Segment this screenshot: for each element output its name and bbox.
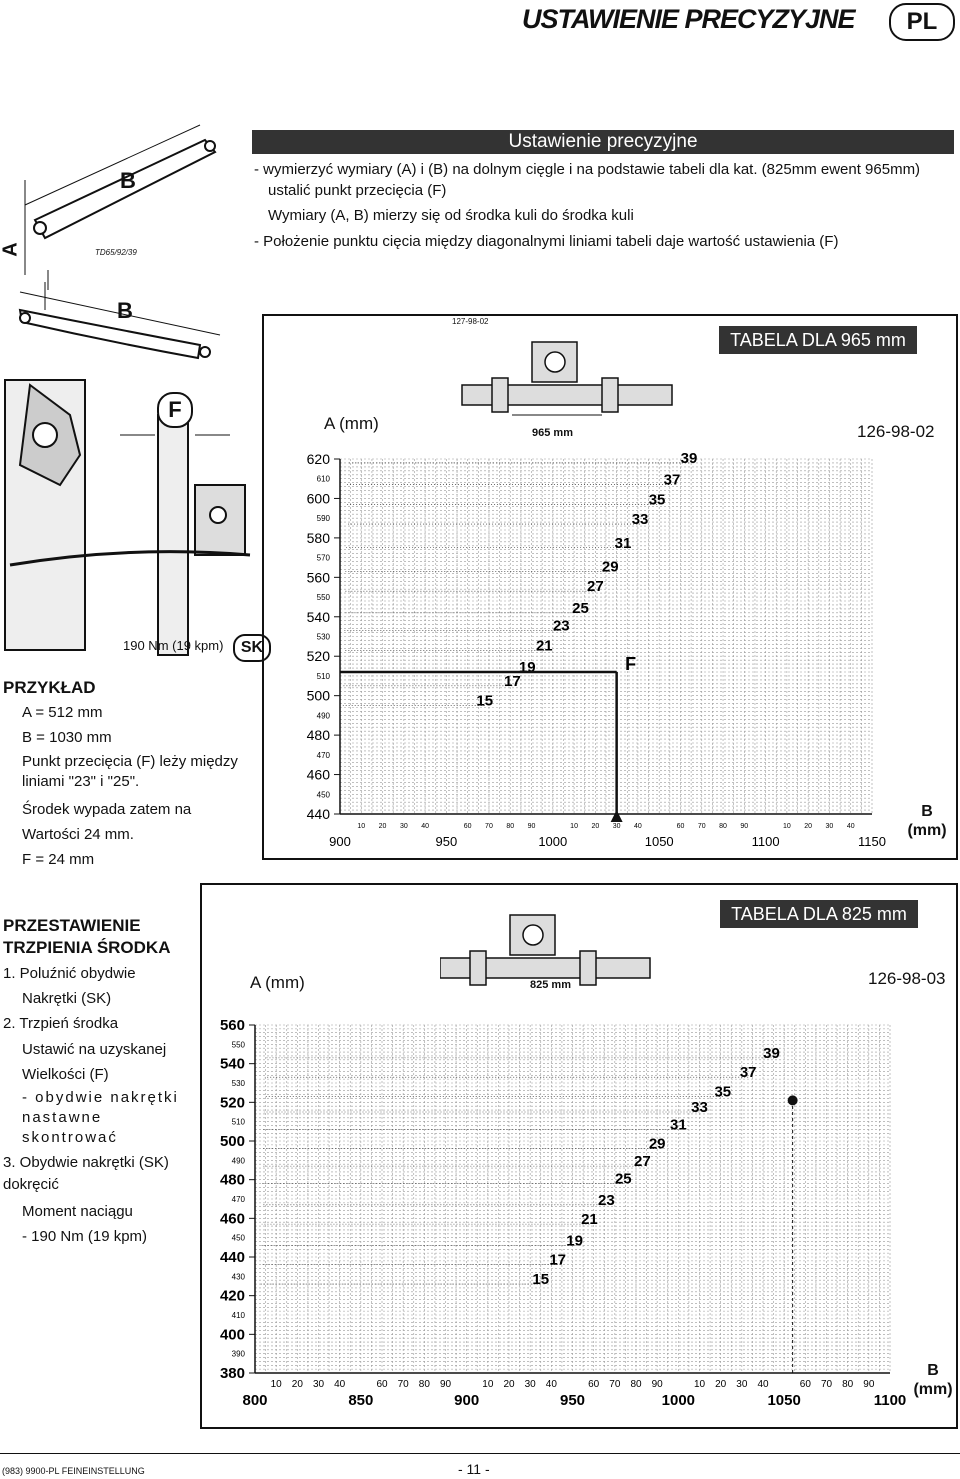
setting-line-label: 15 (532, 1271, 550, 1289)
x-minor-tick-label: 40 (421, 823, 430, 830)
y-minor-tick-label: 510 (316, 671, 330, 681)
x-minor-tick-label: 90 (651, 1379, 663, 1390)
x-minor-tick-label: 70 (397, 1379, 409, 1390)
figure-code: TD65/92/39 (95, 248, 137, 257)
y-tick-label: 420 (219, 1287, 245, 1305)
x-tick-label: 800 (242, 1392, 268, 1409)
x-minor-tick-label: 20 (503, 1379, 515, 1390)
setting-line-label: 35 (648, 491, 666, 509)
instruction-line-1: - wymierzyć wymiary (A) i (B) na dolnym cięgle i na podstawie tabeli dla kat. (825mm ewent 965mm) (254, 161, 921, 178)
x-tick-label: 950 (435, 834, 458, 849)
procedure-step-2: 2. Trzpień środka (3, 1015, 119, 1032)
x-minor-tick-label: 20 (291, 1379, 303, 1390)
chart-965 (262, 314, 954, 856)
x-minor-tick-label: 60 (588, 1379, 600, 1390)
chart-965-code-small: 127-98-02 (452, 317, 489, 326)
y-tick-label: 560 (219, 1017, 245, 1034)
setting-line-label: 19 (566, 1232, 583, 1250)
y-tick-label: 460 (219, 1210, 245, 1228)
x-minor-tick-label: 40 (846, 823, 855, 830)
footer-code: (983) 9900-PL FEINEINSTELLUNG (2, 1466, 145, 1476)
x-minor-tick-label: 30 (524, 1379, 536, 1390)
instruction-line-3: Wymiary (A, B) mierzy się od środka kuli do środka kuli (268, 207, 634, 224)
setting-line-label: 29 (648, 1135, 666, 1153)
x-tick-label: 1000 (538, 834, 568, 849)
x-minor-tick-label: 80 (506, 823, 515, 830)
procedure-step-2c: Wielkości (F) (22, 1066, 109, 1083)
y-tick-label: 480 (219, 1171, 245, 1189)
setting-line-label: 21 (581, 1211, 598, 1229)
setting-line-label: 17 (549, 1251, 567, 1269)
footer-rule (0, 1453, 960, 1454)
y-tick-label: 500 (219, 1133, 245, 1150)
x-minor-tick-label: 80 (842, 1379, 854, 1390)
x-minor-tick-label: 60 (376, 1379, 388, 1390)
x-minor-tick-label: 10 (270, 1379, 282, 1390)
x-tick-label: 900 (329, 834, 351, 849)
chart-965-table-label: TABELA DLA 965 mm (719, 326, 917, 354)
example-text-1: Punkt przecięcia (F) leży między liniami "23" i "25". (22, 753, 238, 790)
language-badge: PL (889, 3, 955, 41)
setting-line-label: 29 (601, 558, 619, 576)
setting-line-label: 31 (614, 534, 632, 552)
y-tick-label: 500 (306, 687, 330, 704)
y-minor-tick-label: 570 (316, 553, 330, 563)
x-minor-tick-label: 40 (545, 1379, 557, 1390)
setting-line-label: 17 (504, 672, 521, 690)
y-tick-label: 520 (306, 648, 330, 665)
chart-825-bar-label: 825 mm (530, 979, 571, 991)
y-minor-tick-label: 430 (231, 1272, 245, 1282)
example-text-2: Środek wypada zatem na (22, 801, 192, 818)
x-minor-tick-label: 40 (757, 1379, 769, 1390)
x-tick-label: 1150 (858, 834, 886, 849)
chart-965-plot (262, 314, 954, 856)
x-minor-tick-label: 70 (820, 1379, 833, 1390)
page-number: - 11 - (458, 1461, 490, 1477)
y-tick-label: 560 (306, 569, 330, 586)
y-minor-tick-label: 590 (316, 514, 330, 524)
x-minor-tick-label: 60 (799, 1379, 811, 1390)
y-tick-label: 540 (219, 1055, 245, 1073)
x-minor-tick-label: 10 (782, 823, 791, 830)
y-tick-label: 580 (306, 529, 330, 546)
y-minor-tick-label: 470 (316, 750, 330, 760)
instruction-line-2: ustalić punkt przecięcia (F) (268, 182, 447, 199)
x-minor-tick-label: 10 (570, 823, 578, 830)
page-title: USTAWIENIE PRECYZYJNE (522, 4, 855, 34)
x-minor-tick-label: 90 (439, 1379, 452, 1390)
procedure-step-3: 3. Obydwie nakrętki (SK) dokręcić (3, 1154, 169, 1193)
y-minor-tick-label: 550 (231, 1040, 245, 1050)
setting-line-label: 27 (634, 1153, 651, 1171)
procedure-step-3b: Moment naciągu (22, 1203, 133, 1220)
setting-line-label: 27 (587, 578, 604, 596)
dimension-label-b-2: B (117, 298, 133, 323)
chart-825-table-label: TABELA DLA 825 mm (720, 900, 918, 928)
setting-line-label: 23 (598, 1191, 615, 1209)
x-minor-tick-label: 80 (719, 823, 727, 830)
y-minor-tick-label: 510 (231, 1117, 245, 1127)
y-minor-tick-label: 550 (316, 593, 330, 603)
y-tick-label: 620 (306, 451, 330, 467)
setting-line-label: 39 (763, 1044, 780, 1062)
y-minor-tick-label: 450 (316, 790, 330, 800)
x-minor-tick-label: 30 (612, 823, 621, 830)
setting-line-label: 35 (714, 1083, 732, 1101)
setting-line-label: 33 (691, 1099, 708, 1116)
x-minor-tick-label: 30 (312, 1379, 325, 1390)
x-tick-label: 1050 (644, 834, 674, 849)
y-minor-tick-label: 610 (316, 474, 330, 484)
example-text-3: Wartości 24 mm. (22, 826, 134, 843)
y-minor-tick-label: 410 (231, 1311, 245, 1320)
x-minor-tick-label: 20 (378, 823, 387, 830)
x-tick-label: 850 (348, 1392, 374, 1409)
y-minor-tick-label: 470 (231, 1195, 245, 1204)
y-tick-label: 520 (219, 1094, 245, 1112)
setting-line-label: 31 (669, 1116, 687, 1134)
y-tick-label: 460 (306, 766, 330, 783)
chart-825-plot (200, 883, 954, 1425)
y-minor-tick-label: 450 (231, 1233, 245, 1243)
chart-825-code: 126-98-03 (868, 969, 946, 988)
procedure-title: PRZESTAWIENIE TRZPIENIA ŚRODKA (3, 916, 171, 957)
x-minor-tick-label: 70 (697, 823, 706, 830)
chart-825-xlabel: B (mm) (913, 1362, 953, 1398)
label-f-badge: F (157, 392, 193, 428)
setting-line-label: 37 (663, 471, 681, 489)
example-text-4: F = 24 mm (22, 851, 95, 868)
setting-line-label: 37 (739, 1064, 757, 1082)
x-minor-tick-label: 10 (357, 823, 366, 830)
chart-825 (200, 883, 954, 1425)
setting-line-label: 39 (680, 449, 698, 467)
example-title: PRZYKŁAD (3, 678, 96, 697)
x-minor-tick-label: 10 (693, 1379, 706, 1390)
x-minor-tick-label: 20 (804, 823, 813, 830)
x-minor-tick-label: 70 (609, 1379, 621, 1390)
x-minor-tick-label: 40 (634, 823, 642, 830)
x-minor-tick-label: 60 (463, 823, 472, 830)
setting-line-label: 19 (518, 659, 536, 676)
y-minor-tick-label: 390 (231, 1349, 245, 1359)
chart-825-ylabel: A (mm) (250, 973, 305, 992)
y-tick-label: 440 (306, 806, 330, 822)
x-minor-tick-label: 80 (630, 1379, 642, 1390)
x-minor-tick-label: 90 (740, 823, 749, 830)
y-tick-label: 540 (306, 608, 330, 625)
x-minor-tick-label: 20 (591, 823, 600, 830)
label-sk-badge: SK (233, 634, 271, 662)
y-tick-label: 480 (306, 727, 330, 744)
x-tick-label: 1050 (767, 1392, 801, 1409)
y-minor-tick-label: 490 (316, 711, 330, 721)
x-minor-tick-label: 30 (399, 823, 408, 830)
setting-line-label: 25 (614, 1170, 632, 1188)
center-pin-drawing (0, 375, 270, 675)
setting-line-label: 23 (552, 617, 570, 635)
y-tick-label: 400 (219, 1326, 245, 1344)
x-tick-label: 1100 (751, 834, 780, 849)
example-point-label: F (625, 654, 637, 674)
example-a: A = 512 mm (22, 704, 103, 721)
chart-965-ylabel: A (mm) (324, 414, 379, 433)
procedure-step-1: 1. Poluźnić obydwie (3, 965, 136, 982)
chart-965-bar-label: 965 mm (532, 427, 573, 439)
x-minor-tick-label: 20 (715, 1379, 727, 1390)
x-minor-tick-label: 80 (418, 1379, 430, 1390)
x-minor-tick-label: 30 (825, 823, 834, 830)
x-tick-label: 900 (454, 1392, 480, 1409)
dimension-label-b: B (120, 168, 136, 193)
y-minor-tick-label: 490 (231, 1156, 245, 1166)
setting-line-label: 33 (631, 511, 649, 529)
instruction-line-4: - Położenie punktu cięcia między diagonalnymi liniami tabeli daje wartość ustawienia (F) (254, 233, 839, 250)
dimension-label-a: A (0, 242, 22, 257)
x-minor-tick-label: 70 (485, 823, 493, 830)
section-banner: Ustawienie precyzyjne (252, 130, 954, 154)
chart-965-code: 126-98-02 (857, 422, 935, 441)
x-minor-tick-label: 10 (482, 1379, 494, 1390)
example-arrow (611, 810, 623, 822)
procedure-step-2d: - obydwie nakrętki nastawne skontrować (22, 1089, 179, 1146)
example-b: B = 1030 mm (22, 729, 112, 746)
x-minor-tick-label: 60 (676, 823, 685, 830)
x-tick-label: 1000 (661, 1392, 696, 1409)
setting-line-label: 25 (572, 599, 589, 617)
y-minor-tick-label: 530 (231, 1079, 245, 1088)
procedure-step-2b: Ustawić na uzyskanej (22, 1041, 167, 1058)
y-tick-label: 440 (219, 1249, 245, 1266)
x-minor-tick-label: 30 (736, 1379, 748, 1390)
x-minor-tick-label: 90 (863, 1379, 875, 1390)
torque-label: 190 Nm (19 kpm) (123, 638, 224, 653)
y-tick-label: 380 (219, 1365, 245, 1382)
setting-line-label: 15 (476, 692, 494, 710)
x-minor-tick-label: 40 (334, 1379, 346, 1390)
x-tick-label: 1100 (873, 1392, 907, 1409)
x-minor-tick-label: 90 (527, 823, 536, 830)
procedure-step-1b: Nakrętki (SK) (22, 990, 112, 1007)
x-tick-label: 950 (559, 1392, 586, 1409)
y-tick-label: 600 (306, 490, 330, 507)
y-minor-tick-label: 530 (316, 632, 330, 642)
procedure-step-3c: - 190 Nm (19 kpm) (22, 1228, 148, 1245)
chart-965-xlabel: B (mm) (907, 803, 947, 839)
setting-line-label: 21 (535, 637, 553, 655)
